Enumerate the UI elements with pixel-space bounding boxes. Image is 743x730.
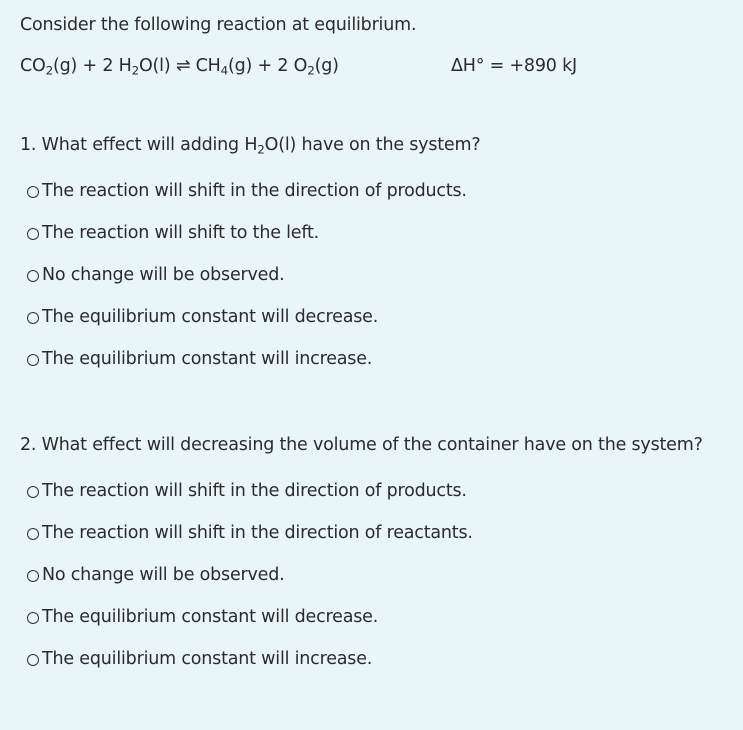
option-label: The reaction will shift in the direction of reactants.	[42, 523, 473, 543]
reaction-text: (g) + 2 O	[228, 56, 308, 76]
question-2-text: 2. What effect will decreasing the volume of the container have on the system?	[20, 435, 703, 455]
q2-option-3[interactable]	[27, 565, 285, 585]
question-1	[20, 135, 480, 155]
co2-formula: CO	[20, 56, 46, 76]
radio-button[interactable]	[27, 528, 39, 540]
q2-option-1[interactable]	[27, 481, 467, 501]
q1-option-1[interactable]	[27, 181, 467, 201]
option-label: The reaction will shift in the direction of products.	[42, 481, 467, 501]
reaction-equation	[20, 56, 339, 76]
q2-option-4[interactable]	[27, 607, 378, 627]
o2-subscript: 2	[307, 63, 315, 78]
option-label: The equilibrium constant will decrease.	[42, 307, 379, 327]
co2-subscript: 2	[45, 63, 53, 78]
option-label: No change will be observed.	[42, 565, 285, 585]
reaction-text: (g)	[314, 56, 339, 76]
radio-button[interactable]	[27, 186, 39, 198]
h2o-subscript: 2	[131, 63, 139, 78]
option-label: The equilibrium constant will increase.	[42, 349, 373, 369]
radio-button[interactable]	[27, 486, 39, 498]
q2-option-5[interactable]	[27, 649, 372, 669]
enthalpy-value: ΔH° = +890 kJ	[451, 56, 577, 76]
radio-button[interactable]	[27, 612, 39, 624]
intro-text: Consider the following reaction at equilibrium.	[20, 15, 417, 35]
ch4-subscript: 4	[220, 63, 229, 78]
radio-button[interactable]	[27, 312, 39, 324]
reaction-text: O(l)	[138, 56, 171, 76]
question-1-text-end: O(l) have on the system?	[264, 135, 481, 155]
q2-option-2[interactable]	[27, 523, 473, 543]
equilibrium-arrow: ⇌	[170, 56, 196, 76]
radio-button[interactable]	[27, 270, 39, 282]
radio-button[interactable]	[27, 354, 39, 366]
radio-button[interactable]	[27, 654, 39, 666]
question-1-subscript: 2	[257, 142, 265, 157]
radio-button[interactable]	[27, 570, 39, 582]
reaction-text: (g) + 2 H	[52, 56, 132, 76]
option-label: The equilibrium constant will decrease.	[42, 607, 379, 627]
question-1-text: 1. What effect will adding H	[20, 135, 258, 155]
option-label: The equilibrium constant will increase.	[42, 649, 373, 669]
option-label: No change will be observed.	[42, 265, 285, 285]
q1-option-2[interactable]	[27, 223, 319, 243]
option-label: The reaction will shift in the direction of products.	[42, 181, 467, 201]
radio-button[interactable]	[27, 228, 39, 240]
q1-option-4[interactable]	[27, 307, 378, 327]
q1-option-5[interactable]	[27, 349, 372, 369]
ch4-formula: CH	[195, 56, 221, 76]
option-label: The reaction will shift to the left.	[42, 223, 320, 243]
q1-option-3[interactable]	[27, 265, 285, 285]
